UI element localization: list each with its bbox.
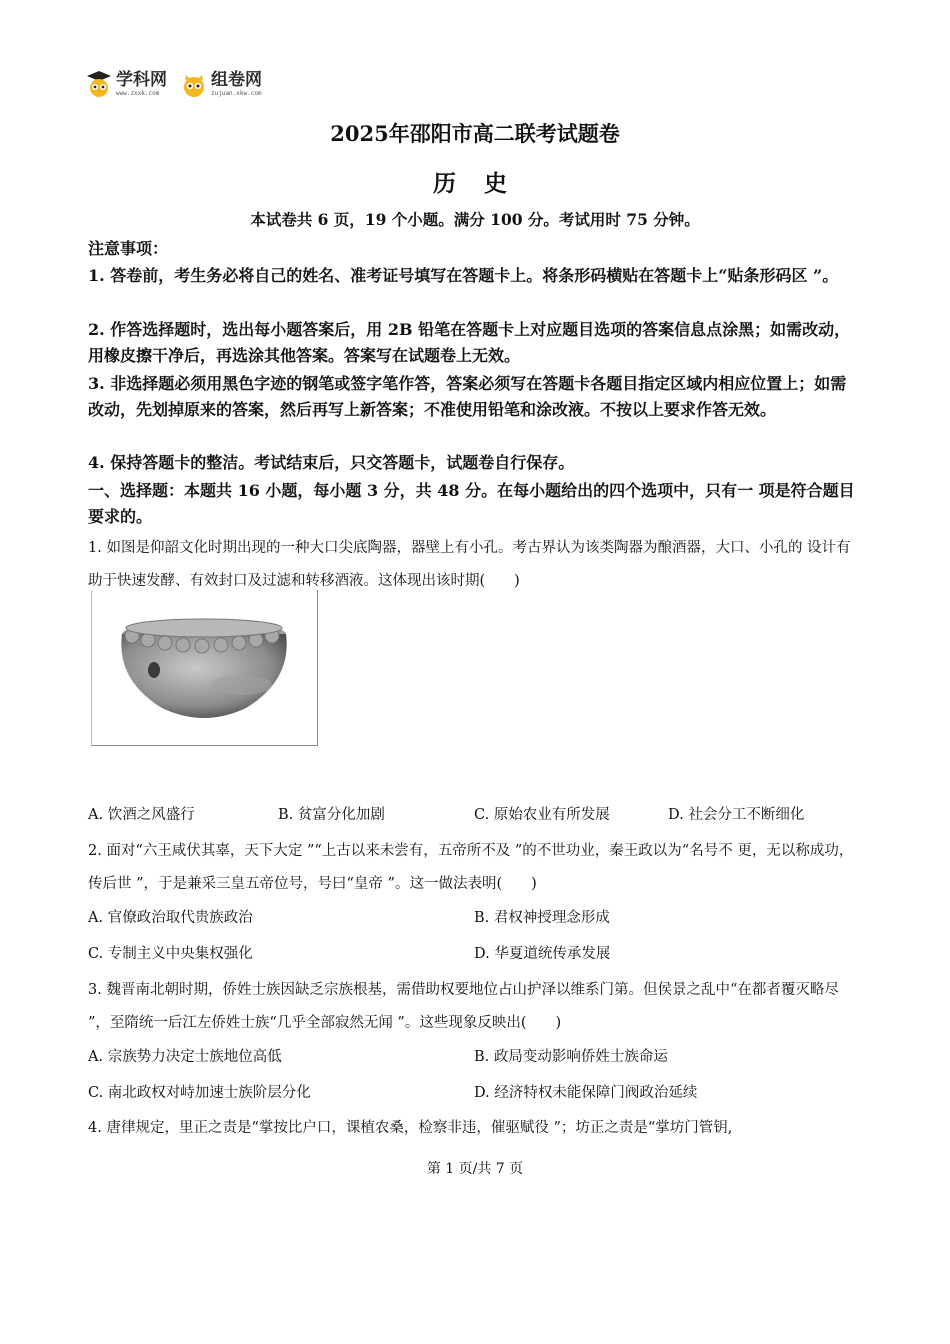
question-1-stem: 1. 如图是仰韶文化时期出现的一种大口尖底陶器，器壁上有小孔。考古界认为该类陶器为酿酒器，大口、小孔的 设计有助于快速发酵、有效封口及过滤和转移酒液。这体现出该时期( ) [88,540,851,589]
note-item-2: 2. 作答选择题时，选出每小题答案后，用 2B 铅笔在答题卡上对应题目选项的答案信息点涂黑；如需改动，用橡皮擦干净后，再选涂其他答案。答案写在试题卷上无效。 [88,320,851,365]
q2-option-b[interactable]: B. 君权神授理念形成 [474,910,610,926]
q1-option-b[interactable]: B. 贫富分化加剧 [278,807,385,823]
logo-zujuan-name: 组卷网 [211,69,262,90]
exam-subject: 历 史 [432,170,517,197]
notes-heading: 注意事项： [88,239,169,258]
q3-option-a[interactable]: A. 宗族势力决定士族地位高低 [88,1049,282,1065]
pottery-vessel-icon [92,590,317,745]
logo-row [86,68,262,100]
exam-title: 2025年邵阳市高二联考试题卷 [330,121,620,146]
question-2-stem: 2. 面对“六王咸伏其辜，天下大定 ”“上古以来未尝有，五帝所不及 ”的不世功业，秦王政以为“名号不 更，无以称成功，传后世 ”，于是兼采三皇五帝位号，号曰“皇帝 ”。这一做法表明( ) [88,843,854,892]
logo-xueke-name: 学科网 [116,69,167,90]
exam-summary: 本试卷共 6 页，19 个小题。满分 100 分。考试用时 75 分钟。 [250,210,700,229]
question-3-stem: 3. 魏晋南北朝时期，侨姓士族因缺乏宗族根基，需借助权要地位占山护泽以维系门第。但侯景之乱中“在都者覆灭略尽 ”，至隋统一后江左侨姓士族“几乎全部寂然无闻 ”。这些现象反映出( ) [88,982,839,1031]
q1-option-c[interactable]: C. 原始农业有所发展 [474,807,610,823]
owl-graduation-cap-icon [86,70,112,98]
page-footer: 第 1 页/共 7 页 [426,1161,524,1177]
q3-option-c[interactable]: C. 南北政权对峙加速士族阶层分化 [88,1085,311,1101]
note-item-4: 4. 保持答题卡的整洁。考试结束后，只交答题卡，试题卷自行保存。 [88,453,575,472]
pottery-image [91,590,318,746]
question-4-stem: 4. 唐律规定，里正之责是“掌按比户口，课植农桑，检察非违，催驱赋役 ”；坊正之责是“掌坊门管钥, [88,1120,733,1136]
logo-zujuan [181,70,262,98]
section-heading: 一、选择题：本题共 16 小题，每小题 3 分，共 48 分。在每小题给出的四个选项中，只有一 项是符合题目要求的。 [88,481,855,526]
logo-xueke [86,70,167,98]
logo-xueke-url: www.zxxk.com [116,89,160,97]
q1-option-a[interactable]: A. 饮酒之风盛行 [88,807,195,823]
q2-option-d[interactable]: D. 华夏道统传承发展 [474,946,611,962]
q3-option-b[interactable]: B. 政局变动影响侨姓士族命运 [474,1049,668,1065]
q1-option-d[interactable]: D. 社会分工不断细化 [668,807,805,823]
note-item-3: 3. 非选择题必须用黑色字迹的钢笔或签字笔作答，答案必须写在答题卡各题目指定区域内相应位置上；如需改动，先划掉原来的答案，然后再写上新答案；不准使用铅笔和涂改液。不按以上要求作答无效。 [88,374,847,419]
note-item-1: 1. 答卷前，考生务必将自己的姓名、准考证号填写在答题卡上。将条形码横贴在答题卡上“贴条形码区 ”。 [88,266,839,285]
owl-icon [181,70,207,98]
q3-option-d[interactable]: D. 经济特权未能保障门阀政治延续 [474,1085,698,1101]
q2-option-c[interactable]: C. 专制主义中央集权强化 [88,946,253,962]
q2-option-a[interactable]: A. 官僚政治取代贵族政治 [88,910,253,926]
logo-zujuan-url: zujuan.xkw.com [211,89,262,97]
